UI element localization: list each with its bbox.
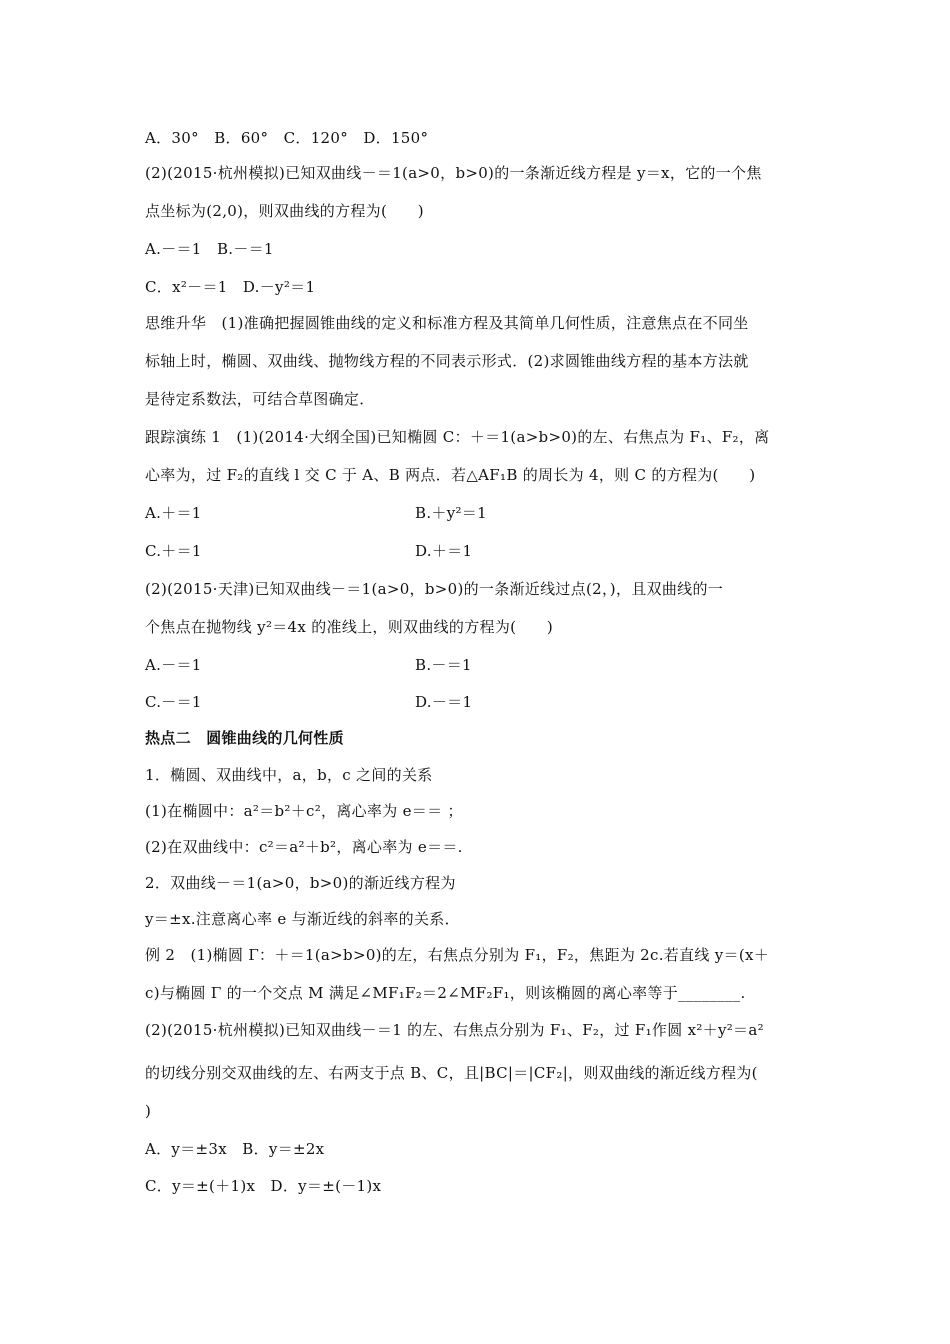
q2-options-cd: C．x²－＝1 D.－y²＝1 (145, 278, 316, 296)
q2-stem-line2: 点坐标为(2,0)，则双曲线的方程为( ) (145, 202, 424, 220)
practice1-option-d: D.＋＝1 (415, 542, 473, 560)
section-heading: 热点二 圆锥曲线的几何性质 (145, 729, 344, 747)
example2-part2-line1: (2)(2015·杭州模拟)已知双曲线－＝1 的左、右焦点分别为 F₁、F₂，过 F₁作圆 x²＋y²＝a² (145, 1021, 764, 1039)
q2-stem-line1: (2)(2015·杭州模拟)已知双曲线－＝1(a>0，b>0)的一条渐近线方程是 y＝x，它的一个焦 (145, 164, 762, 182)
example2-part2-line2: 的切线分别交双曲线的左、右两支于点 B、C，且|BC|＝|CF₂|，则双曲线的渐近线方程为( (145, 1064, 758, 1082)
point1-heading: 1．椭圆、双曲线中，a，b，c 之间的关系 (145, 766, 433, 784)
practice2-option-a: A.－＝1 (145, 656, 202, 674)
example2-stem-line1: 例 2 (1)椭圆 Γ：＋＝1(a>b>0)的左，右焦点分别为 F₁，F₂，焦距为 2c.若直线 y＝(x＋ (145, 946, 770, 964)
practice1-option-a: A.＋＝1 (145, 504, 202, 522)
practice2-option-c: C.－＝1 (145, 693, 202, 711)
practice2-stem-line2: 个焦点在抛物线 y²＝4x 的准线上，则双曲线的方程为( ) (145, 618, 554, 636)
q1-options: A．30° B．60° C．120° D．150° (145, 129, 429, 147)
insight-line3: 是待定系数法，可结合草图确定． (145, 390, 375, 408)
point1-ellipse: (1)在椭圆中：a²＝b²＋c²，离心率为 e＝＝ ； (145, 802, 463, 820)
example2-options-ab: A．y＝±3x B．y＝±2x (145, 1140, 325, 1158)
practice1-stem-line1: 跟踪演练 1 (1)(2014·大纲全国)已知椭圆 C：＋＝1(a>b>0)的左、右焦点为 F₁、F₂，离 (145, 428, 770, 446)
practice2-stem-line1: (2)(2015·天津)已知双曲线－＝1(a>0，b>0)的一条渐近线过点(2，)，且双曲线的一 (145, 580, 724, 598)
point1-hyperbola: (2)在双曲线中：c²＝a²＋b²，离心率为 e＝＝. (145, 838, 463, 856)
practice1-option-b: B.＋y²＝1 (415, 504, 487, 522)
point2-asymptote: y＝±x.注意离心率 e 与渐近线的斜率的关系． (145, 910, 460, 928)
insight-line2: 标轴上时，椭圆、双曲线、抛物线方程的不同表示形式．(2)求圆锥曲线方程的基本方法就 (145, 352, 749, 370)
insight-line1: 思维升华 (1)准确把握圆锥曲线的定义和标准方程及其简单几何性质，注意焦点在不同坐 (145, 314, 749, 332)
example2-stem-line2: c)与椭圆 Γ 的一个交点 M 满足∠MF₁F₂＝2∠MF₂F₁，则该椭圆的离心率等于________. (145, 984, 746, 1002)
practice2-option-b: B.－＝1 (415, 656, 472, 674)
practice2-option-d: D.－＝1 (415, 693, 473, 711)
example2-part2-line3: ) (145, 1102, 152, 1120)
practice1-stem-line2: 心率为，过 F₂的直线 l 交 C 于 A、B 两点．若△AF₁B 的周长为 4，则 C 的方程为( ) (145, 466, 756, 484)
example2-options-cd: C．y＝±(＋1)x D．y＝±(－1)x (145, 1177, 382, 1195)
point2-heading: 2．双曲线－＝1(a>0，b>0)的渐近线方程为 (145, 874, 456, 892)
q2-options-ab: A.－＝1 B.－＝1 (145, 240, 274, 258)
practice1-option-c: C.＋＝1 (145, 542, 202, 560)
